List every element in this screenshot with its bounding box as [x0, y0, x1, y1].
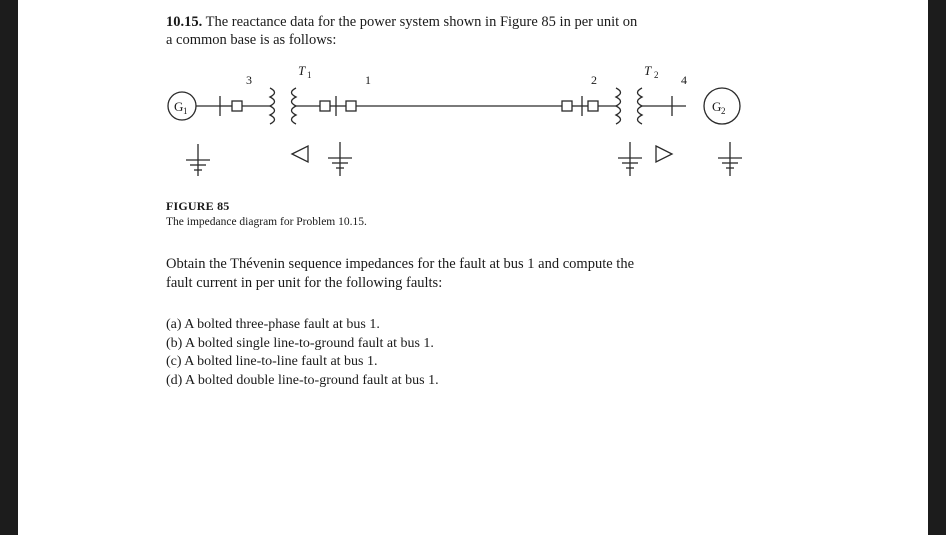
breaker-bus3	[232, 101, 242, 111]
t2-subscript: 2	[654, 70, 659, 80]
problem-intro: The reactance data for the power system shown in Figure 85 in per unit on	[205, 14, 638, 30]
g2-subscript: 2	[721, 106, 726, 116]
bus-2-label: 2	[591, 73, 597, 87]
one-line-diagram	[160, 58, 760, 193]
figure-title: FIGURE 85	[166, 199, 230, 213]
breaker-t2-left	[588, 101, 598, 111]
figure-caption: The impedance diagram for Problem 10.15.	[166, 216, 367, 228]
breaker-bus2	[562, 101, 572, 111]
bus-3-label: 3	[246, 73, 252, 87]
question-parts	[166, 316, 786, 390]
ground-symbol-g2	[718, 142, 742, 176]
part-b: (b) A bolted single line-to-ground fault at bus 1.	[166, 335, 434, 351]
generator-g1	[168, 92, 196, 120]
diagram-svg	[160, 58, 760, 193]
part-a: (a) A bolted three-phase fault at bus 1.	[166, 317, 380, 332]
g2-label: G	[712, 99, 722, 114]
part-d: (d) A bolted double line-to-ground fault at bus 1.	[166, 372, 439, 388]
question-line-2: fault current in per unit for the following faults:	[166, 275, 443, 291]
t1-subscript: 1	[307, 70, 312, 80]
breaker-t1-right	[320, 101, 330, 111]
g1-subscript: 1	[183, 106, 188, 116]
ground-symbol-t2	[618, 142, 642, 176]
t1-label: T	[298, 63, 306, 78]
problem-statement	[166, 13, 786, 49]
part-c: (c) A bolted line-to-line fault at bus 1.	[166, 354, 378, 369]
bus-1-label: 1	[365, 73, 371, 87]
generator-g2	[704, 88, 740, 124]
question-text	[166, 255, 786, 293]
delta-symbol-t2	[656, 146, 672, 162]
delta-symbol-t1	[292, 146, 308, 162]
problem-number: 10.15.	[166, 14, 203, 30]
transformer-t2	[616, 63, 659, 124]
question-line-1: Obtain the Thévenin sequence impedances for the fault at bus 1 and compute the	[166, 256, 635, 272]
breaker-bus1	[346, 101, 356, 111]
problem-line-1	[166, 13, 786, 31]
transformer-t1	[270, 63, 312, 124]
g1-label: G	[174, 99, 184, 114]
ground-symbol-t1	[328, 142, 352, 176]
t2-label: T	[644, 63, 652, 78]
bus-4-label: 4	[681, 73, 687, 87]
ground-symbol-g1	[186, 144, 210, 176]
problem-line-2: a common base is as follows:	[166, 32, 337, 48]
